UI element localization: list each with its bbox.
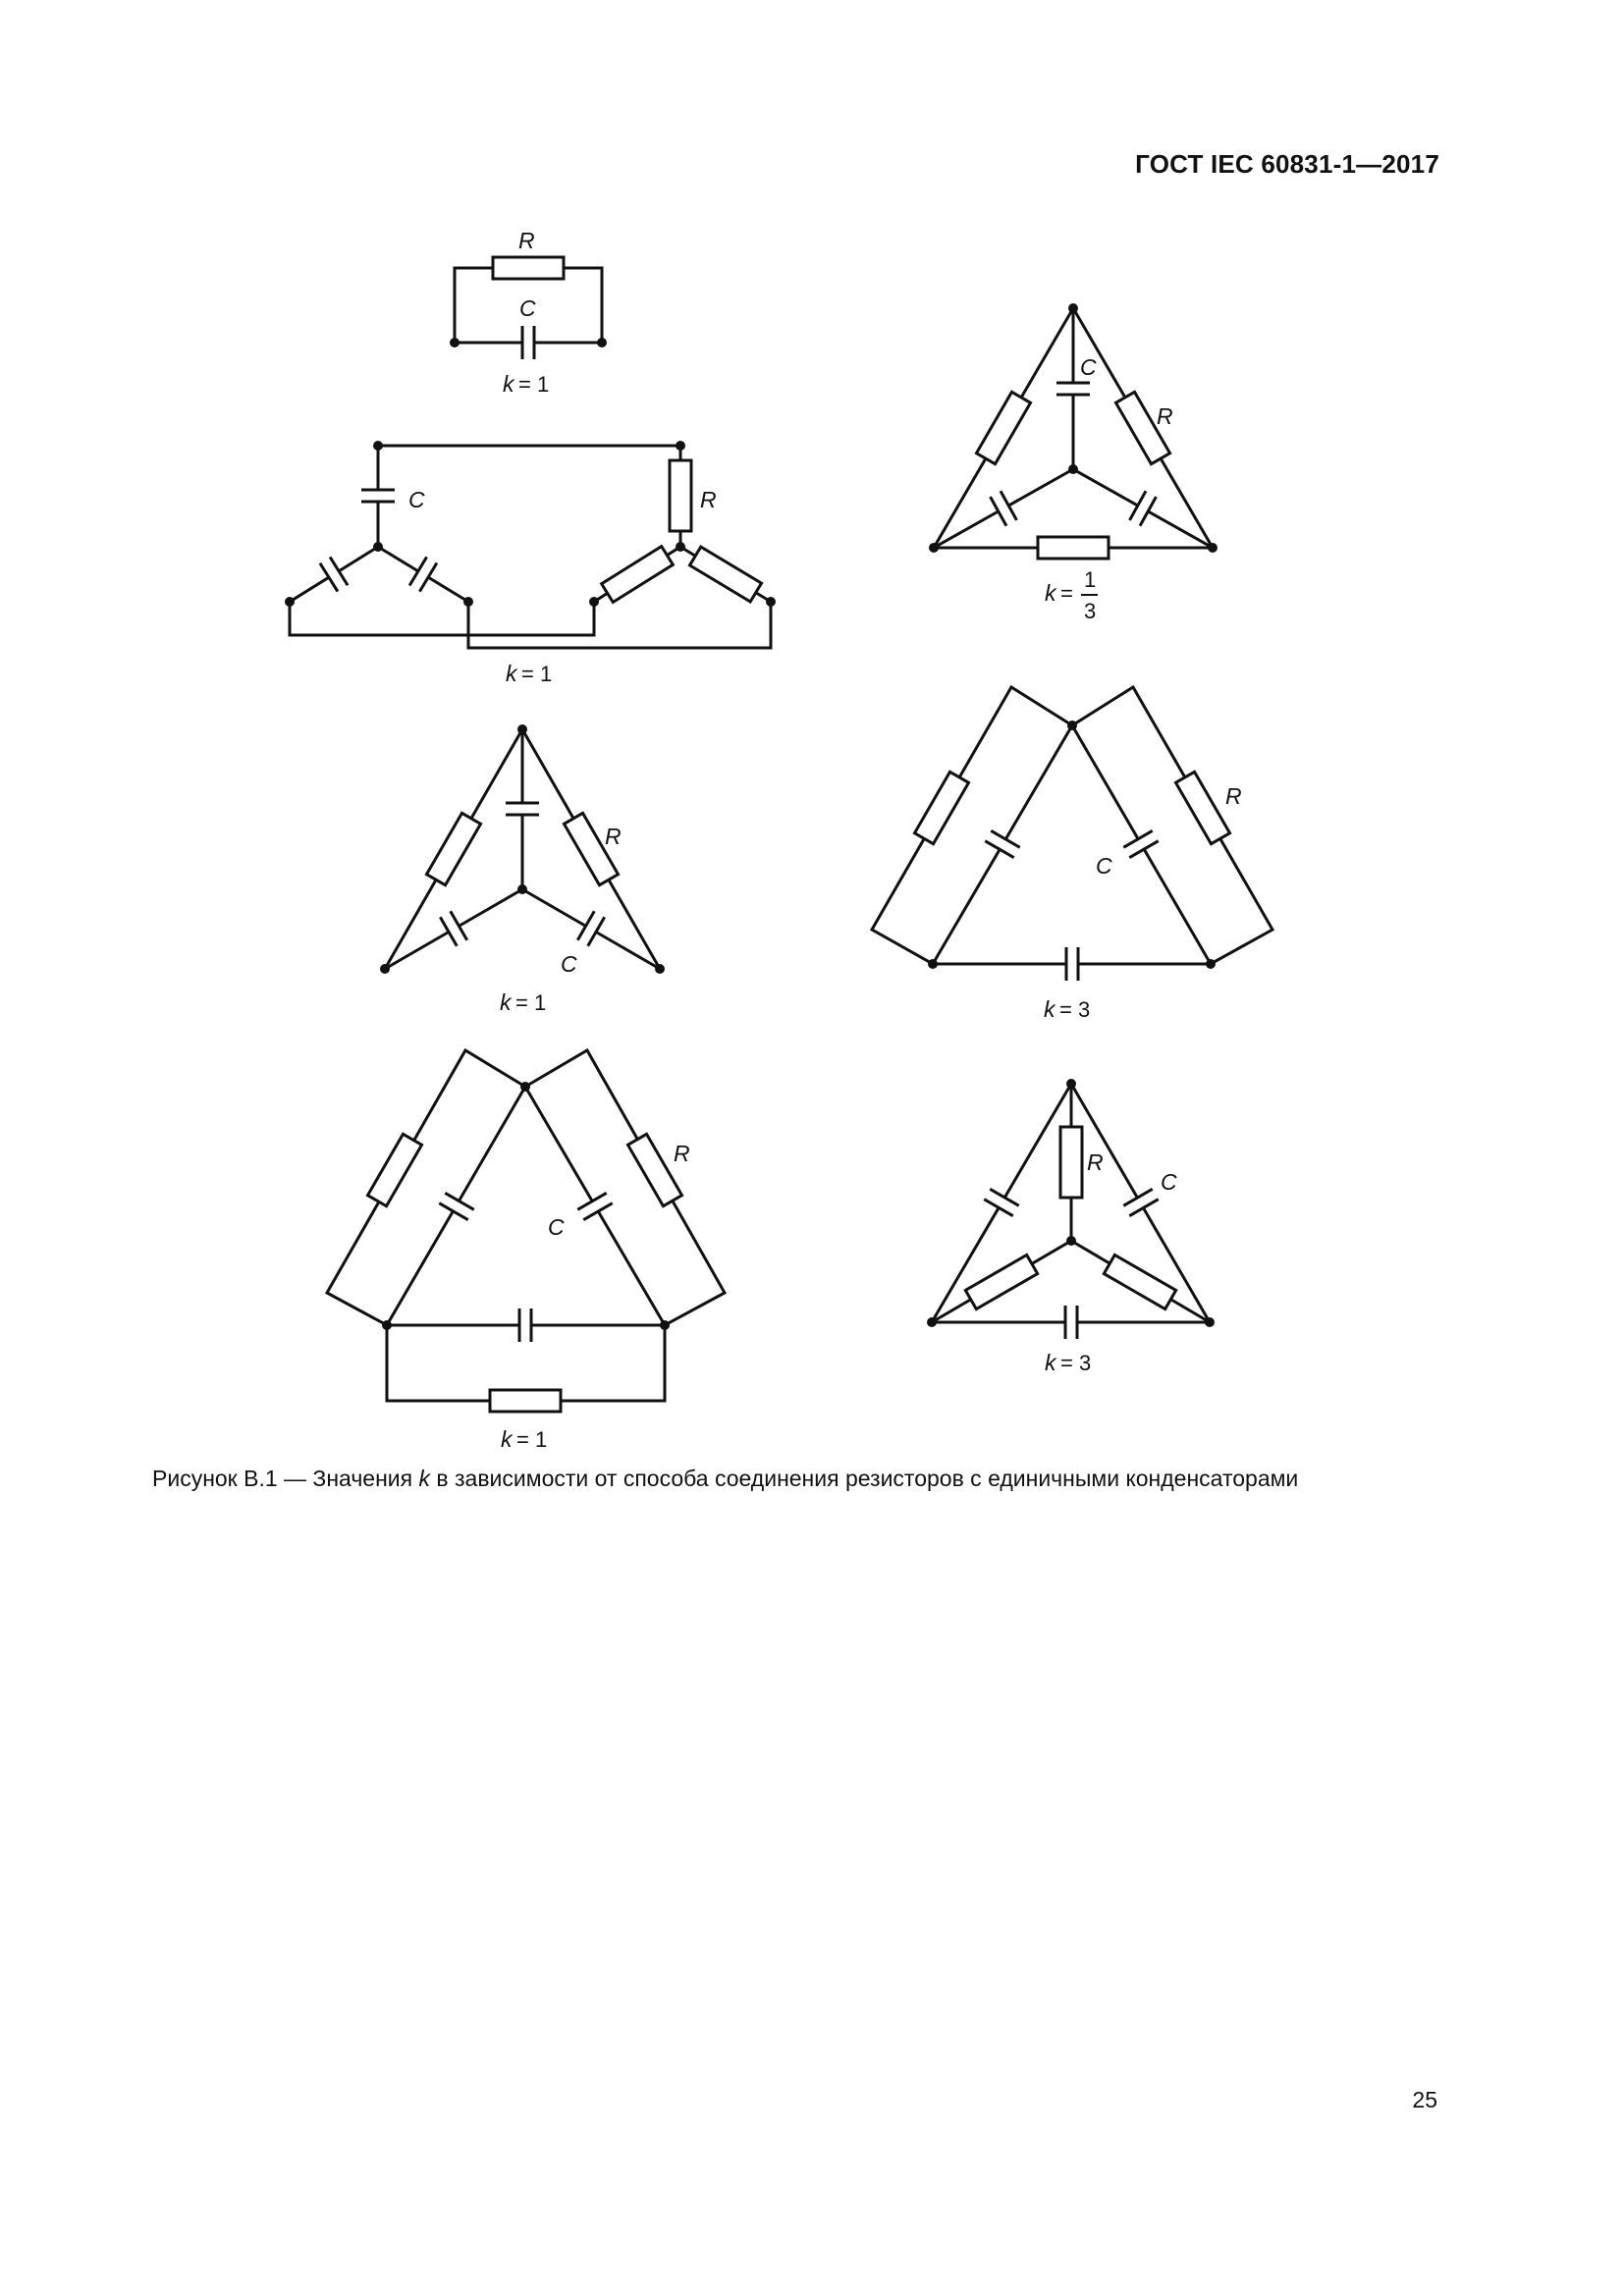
label-r: R [1087,1149,1104,1175]
k-label-symbol: k [500,989,512,1015]
diagram-delta-rc-star [380,724,665,1015]
label-r: R [1157,403,1173,429]
label-r: R [674,1141,690,1166]
caption-k: k [418,1466,430,1491]
diagram-delta-parallel-k3 [872,687,1272,1022]
caption-suffix: в зависимости от способа соединения резисторов с единичными конденсаторами [430,1466,1299,1491]
k-label-symbol: k [503,371,514,397]
label-c: C [1161,1169,1177,1195]
k-label-value: = 1 [518,372,550,397]
label-r: R [518,228,535,253]
label-c: C [548,1214,565,1240]
k-label-value: = 1 [515,990,547,1015]
k-label-value: = 3 [1059,997,1091,1022]
figure-caption [152,1466,1298,1492]
page-number: 25 [1412,2087,1437,2112]
k-label-value: = 3 [1060,1351,1092,1375]
label-c: C [1096,853,1112,879]
diagram-delta-r-star-c [929,303,1218,623]
diagram-parallel-rc [450,228,607,397]
k-label-symbol: k [506,661,517,686]
k-label-value: = 1 [516,1427,548,1452]
k-fraction-numerator: 1 [1084,567,1097,592]
k-label-value: = 1 [521,662,553,686]
label-r: R [1225,783,1242,809]
label-c: C [561,951,577,977]
k-label-symbol: k [1045,580,1056,606]
label-r: R [605,824,622,849]
k-label-symbol: k [1045,1350,1056,1375]
caption-prefix: Рисунок В.1 — Значения [152,1466,419,1491]
label-c: C [1080,354,1097,380]
diagram-delta-parallel-k1 [327,1050,725,1452]
diagram-delta-c-star-r [927,1079,1215,1375]
k-label-symbol: k [501,1426,513,1452]
standard-header: ГОСТ IEC 60831-1—2017 [1135,149,1439,179]
label-c: C [519,295,536,321]
k-label-prefix: = [1060,581,1073,606]
label-r: R [700,487,717,512]
diagram-two-stars [285,441,776,686]
k-label-symbol: k [1044,996,1056,1022]
label-c: C [408,487,425,512]
k-fraction-denominator: 3 [1084,599,1097,623]
